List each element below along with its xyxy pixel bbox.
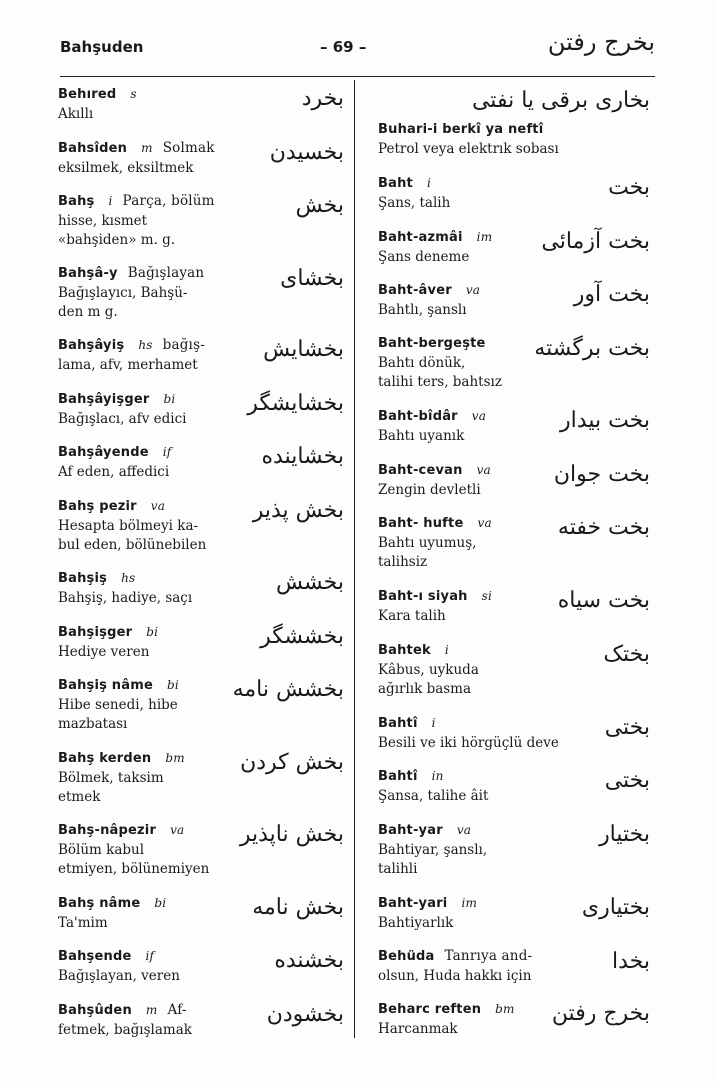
entry-definition: Bahtı dönük, xyxy=(378,355,466,371)
entry-arabic: بختی xyxy=(604,714,650,740)
entry-arabic: بخشایشگر xyxy=(247,390,344,416)
entry-headword: Bahşâyende xyxy=(58,445,149,460)
entry-arabic: بخشودن xyxy=(266,1001,344,1027)
entry-grammar-tag: im xyxy=(476,229,493,244)
entry-definition: Bağışlayıcı, Bahşü- xyxy=(58,284,188,301)
entry-definition: bul eden, bölünebilen xyxy=(58,536,207,553)
entry-arabic: بخش پذیر xyxy=(252,497,344,523)
entry-definition: Bahtiyarlık xyxy=(378,914,454,931)
entry-grammar-tag: bm xyxy=(495,1002,515,1017)
entry-headword: Baht-yar xyxy=(378,823,443,838)
dictionary-entry xyxy=(58,748,344,807)
right-column xyxy=(378,84,650,1053)
entry-arabic: بختک xyxy=(603,641,650,667)
entry-arabic: بخشای xyxy=(280,265,344,291)
dictionary-entry xyxy=(58,675,344,734)
header-rule xyxy=(60,76,655,77)
entry-definition: etmek xyxy=(58,788,101,805)
entry-definition: Şansa, talihe âit xyxy=(378,788,489,805)
entry-definition: Şans, talih xyxy=(378,194,451,211)
dictionary-entry xyxy=(378,334,650,392)
entry-definition: Bahtı uyumuş, xyxy=(378,535,477,552)
entry-headword: Baht-bergeşte xyxy=(378,336,486,351)
entry-headword: Bahşişger xyxy=(58,624,133,640)
dictionary-entry xyxy=(378,586,650,626)
dictionary-entry xyxy=(58,1000,344,1040)
entry-grammar-tag: va xyxy=(456,823,472,837)
dictionary-entry xyxy=(58,622,344,662)
entry-arabic: بخشش نامه xyxy=(232,677,344,702)
dictionary-entry xyxy=(378,820,650,879)
entry-definition: Bölüm kabul xyxy=(58,842,145,858)
entry-headword-line xyxy=(378,947,650,967)
dictionary-entry xyxy=(378,766,650,806)
entry-arabic: بخت آور xyxy=(573,282,650,308)
entry-headword: Bahsîden xyxy=(58,140,128,156)
entry-definition: Hibe senedi, hibe xyxy=(58,697,178,713)
entry-definition: Kâbus, uykuda xyxy=(378,661,479,678)
entry-headword: Bahş-nâpezir xyxy=(58,823,157,838)
entry-arabic: بخرج رفتن xyxy=(551,1001,650,1027)
entry-arabic: بخشاینده xyxy=(261,444,344,469)
entry-headword: Bahşûden xyxy=(58,1002,132,1018)
entry-grammar-tag: i xyxy=(444,642,449,657)
entry-grammar-tag: i xyxy=(108,194,113,208)
entry-headword: Baht-ı siyah xyxy=(378,589,468,604)
entry-definition: «bahşiden» m. g. xyxy=(58,232,176,248)
dictionary-entry xyxy=(378,406,650,446)
entry-arabic: بخت بیدار xyxy=(560,407,650,433)
entry-headword: Bahş xyxy=(58,194,95,209)
entry-grammar-tag: im xyxy=(461,895,478,910)
entry-arabic: بخش نامه xyxy=(252,894,344,920)
entry-definition: Bahtı uyanık xyxy=(378,427,465,444)
entry-grammar-tag: i xyxy=(426,175,431,190)
entry-definition: Kara talih xyxy=(378,608,446,624)
entry-arabic: بخششگر xyxy=(260,623,344,649)
entry-headword: Beharc reften xyxy=(378,1002,482,1018)
entry-headword: Bahşiş xyxy=(58,571,108,586)
entry-headword: Bahş pezir xyxy=(58,498,137,514)
entry-arabic: بخشایش xyxy=(263,337,344,362)
entry-definition-start: Bağışlayan xyxy=(127,264,205,281)
entry-headword: Buhari-i berkî ya neftî xyxy=(378,122,544,137)
entry-arabic: بخت برگشته xyxy=(534,336,650,361)
entry-arabic: بخش ناپذیر xyxy=(239,822,344,847)
entry-arabic: بخش xyxy=(295,193,344,218)
guide-arabic: بخرج رفتن xyxy=(547,28,655,56)
entry-headword: Bahşâ-y xyxy=(58,265,118,281)
entry-definition: Bağışlacı, afv edici xyxy=(58,410,187,427)
entry-definition: Bağışlayan, veren xyxy=(58,968,180,984)
dictionary-entry xyxy=(58,335,344,375)
entry-definition: mazbatası xyxy=(58,716,128,732)
entry-definition-start: Af- xyxy=(167,1001,187,1018)
entry-arabic: بختیاری xyxy=(581,894,650,920)
entry-headword: Behüda xyxy=(378,948,435,964)
entry-definition: fetmek, bağışlamak xyxy=(58,1021,192,1038)
dictionary-entry xyxy=(378,120,650,159)
entry-grammar-tag: bm xyxy=(165,750,185,765)
dictionary-entry xyxy=(378,227,650,267)
entry-definition: eksilmek, eksiltmek xyxy=(58,159,194,176)
entry-definition: Bölmek, taksim xyxy=(58,769,164,786)
entry-definition: talihi ters, bahtsız xyxy=(378,374,502,390)
dictionary-entry xyxy=(58,264,344,322)
dictionary-entry xyxy=(58,191,344,250)
entry-definition: Bahşiş, hadiye, saçı xyxy=(58,590,193,606)
page-number: – 69 – xyxy=(320,38,367,56)
dictionary-entry xyxy=(378,999,650,1039)
entry-definition: Harcanmak xyxy=(378,1021,458,1038)
entry-headword: Bahşende xyxy=(58,949,132,964)
entry-headword: Bahtî xyxy=(378,715,418,731)
entry-definition: etmiyen, bölünemiyen xyxy=(58,861,210,877)
guide-word: Bahşuden xyxy=(60,38,144,56)
entry-grammar-tag: va xyxy=(150,498,166,513)
entry-headword: Baht- hufte xyxy=(378,516,464,532)
entry-definition: ağırlık basma xyxy=(378,680,472,697)
entry-arabic: بخت xyxy=(608,174,650,200)
entry-arabic: بختیار xyxy=(599,822,650,847)
entry-grammar-tag: va xyxy=(471,408,487,423)
entry-definition: Petrol veya elektrık sobası xyxy=(378,141,559,157)
entry-arabic: بخدا xyxy=(612,948,650,974)
entry-definition-start: bağış- xyxy=(162,337,205,353)
entry-arabic: بخسیدن xyxy=(269,139,344,165)
entry-definition-start: Tanrıya and- xyxy=(444,947,533,964)
entry-grammar-tag: bi xyxy=(163,391,176,406)
entry-grammar-tag: in xyxy=(431,769,444,784)
dictionary-entry xyxy=(58,893,344,933)
entry-arabic: بخرد xyxy=(301,86,344,111)
entry-headword: Baht-azmâi xyxy=(378,229,463,245)
dictionary-entry xyxy=(378,947,650,986)
entry-grammar-tag: hs xyxy=(121,571,136,585)
entry-headword: Bahşâyiş xyxy=(58,338,125,353)
entry-arabic-top: بخاری برقی یا نفتی xyxy=(471,88,650,113)
entry-definition: Hesapta bölmeyi ka- xyxy=(58,517,199,534)
entry-arabic: بخت سیاه xyxy=(557,588,650,613)
entry-definition: hisse, kısmet xyxy=(58,213,148,229)
dictionary-entry xyxy=(58,389,344,429)
entry-headword: Behıred xyxy=(58,87,117,102)
entry-definition: Besili ve iki hörgüçlü deve xyxy=(378,734,559,751)
dictionary-entry xyxy=(378,460,650,500)
entry-headword: Baht-cevan xyxy=(378,462,463,478)
dictionary-entry xyxy=(378,640,650,699)
dictionary-entry xyxy=(58,496,344,555)
entry-arabic: بخت آزمائی xyxy=(541,228,650,254)
entry-definition: Akıllı xyxy=(58,106,94,122)
entry-definition: Af eden, affedici xyxy=(58,464,170,480)
entry-grammar-tag: bi xyxy=(146,624,159,639)
entry-headword: Bahtek xyxy=(378,642,431,658)
entry-grammar-tag: si xyxy=(481,589,493,603)
entry-definition: olsun, Huda hakkı için xyxy=(378,967,532,984)
entry-grammar-tag: va xyxy=(477,516,492,531)
entry-grammar-tag: i xyxy=(431,715,436,730)
dictionary-entry xyxy=(58,946,344,986)
entry-arabic: بخت خفته xyxy=(557,515,650,541)
entry-definition: den m g. xyxy=(58,303,118,320)
entry-definition: Bahtlı, şanslı xyxy=(378,302,467,319)
entry-headword: Baht-bîdâr xyxy=(378,408,458,424)
entry-headword: Baht-âver xyxy=(378,283,452,299)
dictionary-entry xyxy=(58,568,344,608)
dictionary-entry xyxy=(378,713,650,753)
dictionary-entry xyxy=(378,173,650,213)
dictionary-entry xyxy=(58,820,344,879)
entry-grammar-tag: bi xyxy=(166,678,179,692)
entry-headword: Bahtî xyxy=(378,769,418,785)
entry-headword: Bahş nâme xyxy=(58,895,141,911)
entry-grammar-tag: hs xyxy=(138,338,153,352)
entry-headword-line xyxy=(378,120,650,140)
entry-arabic: بخشنده xyxy=(274,948,344,973)
dictionary-entry xyxy=(58,442,344,482)
entry-definition: Zengin devletli xyxy=(378,481,481,498)
entry-grammar-tag: if xyxy=(145,949,155,963)
entry-definition-start: Solmak xyxy=(162,139,215,156)
entry-arabic: بخشش xyxy=(276,570,344,595)
entry-grammar-tag: if xyxy=(162,445,172,459)
left-column xyxy=(58,84,344,1053)
entry-grammar-tag: va xyxy=(170,823,185,837)
entry-definition: Hediye veren xyxy=(58,643,150,660)
entry-grammar-tag: bi xyxy=(154,895,167,910)
dictionary-entry xyxy=(378,280,650,320)
entry-arabic: بخت جوان xyxy=(553,461,650,487)
entry-headword: Baht-yari xyxy=(378,895,448,911)
entry-grammar-tag: s xyxy=(130,87,137,101)
entry-definition: Ta'mim xyxy=(58,914,108,931)
entry-definition: Bahtiyar, şanslı, xyxy=(378,842,488,858)
entry-headword: Baht xyxy=(378,175,413,191)
dictionary-entry xyxy=(378,513,650,572)
entry-headword: Bahşiş nâme xyxy=(58,678,153,693)
entry-definition: talihli xyxy=(378,861,418,877)
entry-definition-start: Parça, bölüm xyxy=(122,193,215,209)
dictionary-entry xyxy=(58,84,344,124)
entry-arabic: بخش کردن xyxy=(240,749,344,775)
entry-grammar-tag: va xyxy=(465,283,481,298)
entry-definition: talihsiz xyxy=(378,554,428,571)
entry-headword: Bahş kerden xyxy=(58,750,152,766)
entry-definition: lama, afv, merhamet xyxy=(58,357,198,373)
entry-arabic: بختی xyxy=(604,768,650,794)
entry-grammar-tag: m xyxy=(145,1002,158,1017)
entry-grammar-tag: m xyxy=(141,140,153,155)
dictionary-entry xyxy=(58,138,344,178)
page-header xyxy=(60,28,655,72)
column-divider xyxy=(354,80,355,1038)
dictionary-entry xyxy=(378,893,650,933)
entry-headword: Bahşâyişger xyxy=(58,391,150,407)
entry-definition: Şans deneme xyxy=(378,248,470,265)
entry-grammar-tag: va xyxy=(476,462,491,477)
